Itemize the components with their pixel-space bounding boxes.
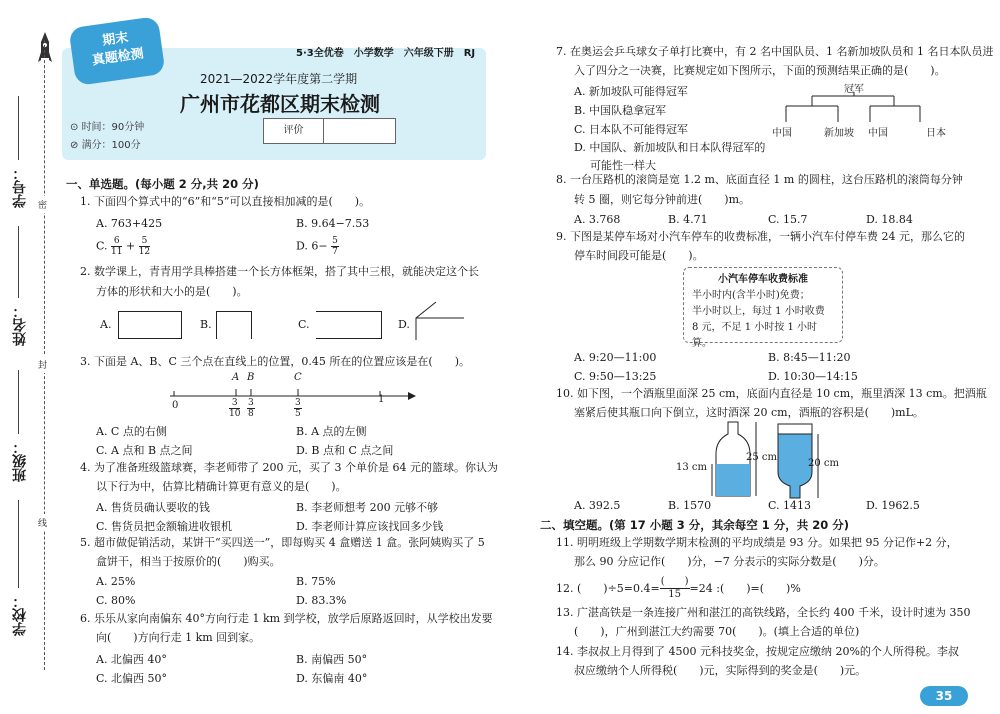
option: D. 李老师计算应该找回多少钱 [296,520,444,533]
question-10: 10. 如下图，一个酒瓶里面深 25 cm，底面内直径是 10 cm，瓶里酒深 13 cm。把酒瓶 [556,387,987,400]
option: D. 10:30—14:15 [768,370,858,383]
option: A. [100,318,112,331]
tick-zero: 0 [172,400,179,411]
option: D. [398,318,410,331]
label-13cm: 13 cm [676,462,707,473]
option: D. 东偏南 40° [296,672,368,685]
page-number: 35 [920,686,968,706]
question-13: 13. 广湛高铁是一条连接广州和湛江的高铁线路，全长约 400 千米，设计时速为 350 [556,606,971,619]
time-label: ⊙ 时间：90分钟 [70,122,145,133]
option: B. 4.71 [668,213,708,226]
question-8: 8. 一台压路机的滚筒是宽 1.2 m、底面直径 1 m 的圆柱，这台压路机的滚筒每分钟 [556,173,963,186]
option: B. 中国队稳拿冠军 [574,104,667,117]
option: D. B 点和 C 点之间 [296,444,394,457]
option: A. 25% [96,575,136,588]
option: B. A 点的左侧 [296,425,367,438]
question-2: 2. 数学课上，青青用学具棒搭建一个长方体框架，搭了其中三根，就能决定这个长 [80,265,479,278]
option: A. 3.768 [574,213,621,226]
option: A. 763+425 [96,217,163,230]
option: C. A 点和 B 点之间 [96,444,193,457]
option: C. $\frac{6}{11}$ + $\frac{5}{12}$ [96,236,151,257]
option: B. 8:45—11:20 [768,351,851,364]
tree-leaf: 日本 [926,128,946,139]
question-10-cont: 塞紧后使其瓶口向下倒立，这时酒深 20 cm，酒瓶的容积是( )mL。 [574,406,924,419]
option: A. 新加坡队可能得冠军 [574,85,688,98]
question-9-cont: 停车时间段可能是( )。 [574,249,704,262]
option: B. 1570 [668,499,712,512]
label-25cm: 25 cm [746,452,777,463]
option: C. 北偏西 50° [96,672,168,685]
question-12: 12. ( )÷5=0.4= $\frac{( )}{15}$ =24 :( )=( )% [556,576,801,600]
question-14-cont: 叔应缴纳个人所得税( )元，实际得到的奖金是( )元。 [574,664,867,677]
option: D. 18.84 [866,213,913,226]
binding-sidebar [0,0,62,714]
question-5: 5. 超市做促销活动，某饼干“买四送一”，即每购买 4 盒赠送 1 盒。张阿姨购买了 5 [80,536,485,549]
tick-one: 1 [378,394,385,405]
option: C. 80% [96,594,136,607]
parking-fee-sign: 小汽车停车收费标准 半小时内(含半小时)免费； 半小时以上，每过 1 小时收费 8 元，不足 1 小时按 1 小时算。 [683,267,843,343]
option: A. 392.5 [574,499,621,512]
option: D. 6− $\frac{5}{7}$ [296,236,338,257]
question-6-cont: 向( )方向行走 1 km 回到家。 [96,631,261,644]
question-13-cont: ( )，广州到湛江大约需要 70( )。(填上合适的单位) [574,625,860,638]
tree-champion: 冠军 [844,84,864,95]
clock-icon: ⊙ [70,122,82,133]
question-14: 14. 李叔叔上月得到了 4500 元科技奖金，按规定应缴纳 20%的个人所得税。李叔 [556,645,959,658]
option: B. 9.64−7.53 [296,217,370,230]
question-6: 6. 乐乐从家向南偏东 40°方向行走 1 km 到学校，放学后原路返回时，从学校出发要 [80,612,493,625]
section-title: 一、单选题。(每小题 2 分,共 20 分) [66,177,259,191]
option: B. 75% [296,575,336,588]
option: C. [298,318,310,331]
option: C. 售货员把金额输进收银机 [96,520,233,533]
option-cont: 可能性一样大 [590,159,656,172]
class-label: 班级： [12,440,28,482]
label-20cm: 20 cm [808,458,839,469]
question-3: 3. 下面是 A、B、C 三个点在直线上的位置，0.45 所在的位置应该是在( )。 [80,355,470,368]
badge-logo: 期末 真题检测 [68,16,165,86]
question-11: 11. 明明班级上学期数学期末检测的平均成绩是 93 分。如果把 95 分记作+2 分， [556,536,958,549]
option: C. 15.7 [768,213,808,226]
option: D. 83.3% [296,594,347,607]
frame-sketch-c [316,311,382,339]
option: D. 中国队、新加坡队和日本队得冠军的 [574,141,766,154]
point-b: B [247,372,255,383]
question-8-cont: 转 5 圈，则它每分钟前进( )m。 [574,193,751,206]
point-a: A [232,372,240,383]
option: A. 北偏西 40° [96,653,167,666]
question-2-cont: 方体的形状和大小的是( )。 [96,285,248,298]
point-c: C [294,372,302,383]
frame-sketch-d [410,300,470,342]
question-4: 4. 为了准备班级篮球赛，李老师带了 200 元，买了 3 个单价是 64 元的篮球。你认为 [80,461,498,474]
question-5-cont: 盒饼干，相当于按原价的( )购买。 [96,555,281,568]
option: C. 1413 [768,499,812,512]
frame-sketch-b [216,311,252,339]
option: A. C 点的右侧 [96,425,167,438]
check-icon: ⊘ [70,140,82,151]
tree-leaf: 中国 [868,128,888,139]
question-4-cont: 以下行为中，估算比精确计算更有意义的是( )。 [96,480,347,493]
name-label: 姓名： [12,304,28,346]
tree-leaf: 新加坡 [824,128,854,139]
fraction-b: $\frac{3}{8}$ [248,398,254,419]
cut-word: 封 [38,356,47,373]
evaluation-box[interactable]: 评价 [263,118,396,144]
frame-sketch-a [118,311,182,339]
cut-word: 线 [38,514,47,531]
series-label: 5·3全优卷 小学数学 六年级下册 RJ [296,48,476,59]
rocket-icon [38,30,52,70]
option: C. 9:50—13:25 [574,370,657,383]
question-9: 9. 下图是某停车场对小汽车停车的收费标准，一辆小汽车付停车费 24 元，那么它的 [556,230,965,243]
option: B. 南偏西 50° [296,653,368,666]
option: C. 日本队不可能得冠军 [574,123,689,136]
option: A. 售货员确认要收的钱 [96,501,210,514]
term-label: 2021—2022学年度第二学期 [200,72,358,86]
question-1: 1. 下面四个算式中的“6”和“5”可以直接相加减的是( )。 [80,195,371,208]
question-11-cont: 那么 90 分应记作( )分，−7 分表示的实际分数是( )分。 [574,555,885,568]
option: A. 9:20—11:00 [574,351,657,364]
question-7: 7. 在奥运会乒乓球女子单打比赛中，有 2 名中国队员、1 名新加坡队员和 1 名日本队员进 [556,45,994,58]
page-title: 广州市花都区期末检测 [180,92,380,116]
tree-leaf: 中国 [772,128,792,139]
option: B. 李老师想考 200 元够不够 [296,501,439,514]
school-label: 学校： [12,594,28,636]
section-title: 二、填空题。(第 17 小题 3 分，其余每空 1 分，共 20 分) [540,518,850,532]
fraction-a: $\frac{3}{10}$ [229,398,241,419]
cut-word: 密 [38,196,47,213]
option: D. 1962.5 [866,499,920,512]
fraction-c: $\frac{3}{5}$ [295,398,301,419]
bracket-tree [770,92,970,126]
score-label: ⊘ 满分：100分 [70,140,141,151]
student-id-label: 学号： [12,166,28,208]
question-7-cont: 入了四分之一决赛，比赛规定如下图所示，下面的预测结果正确的是( )。 [574,64,946,77]
option: B. [200,318,212,331]
